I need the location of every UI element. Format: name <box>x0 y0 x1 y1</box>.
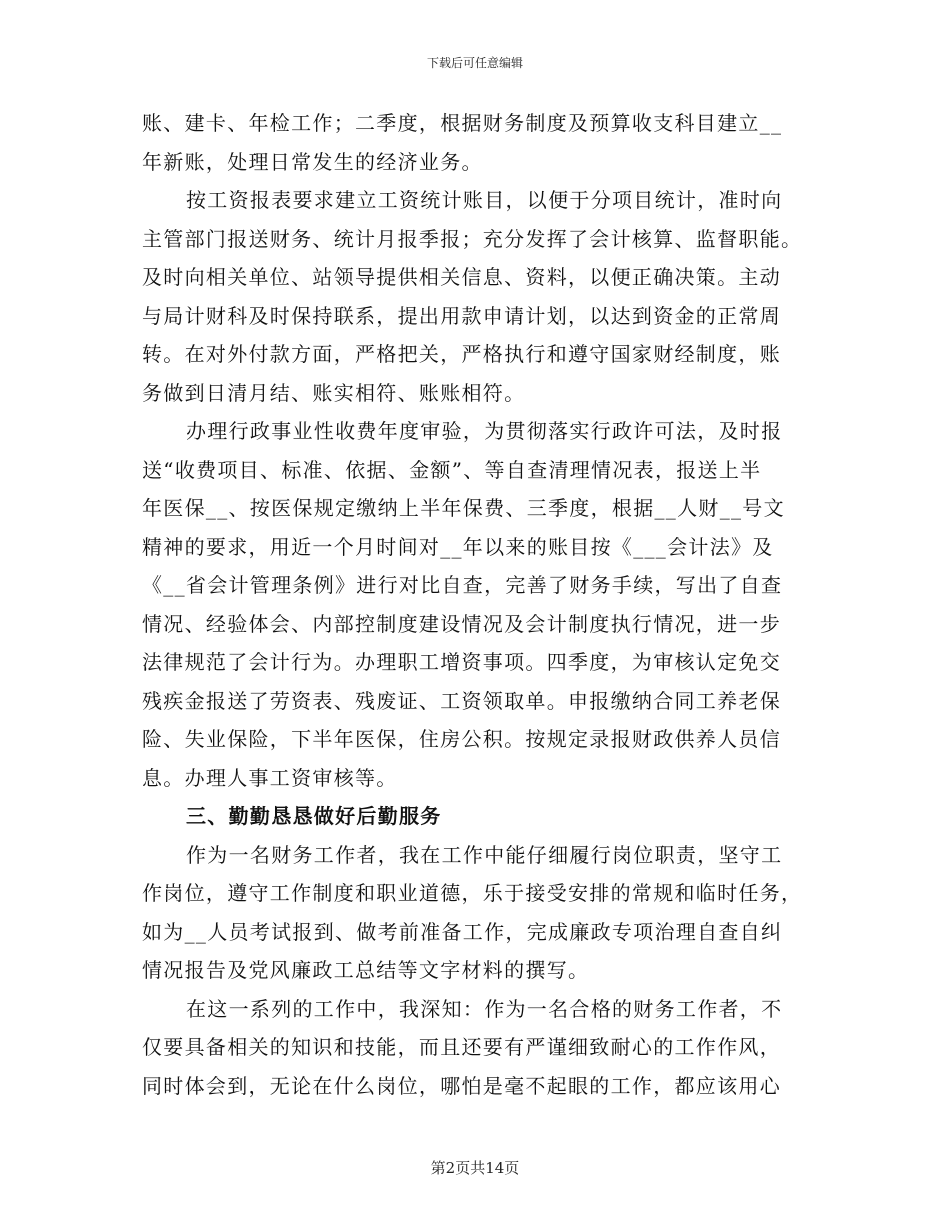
paragraph-start-line: 办理行政事业性收费年度审验，为贯彻落实行政许可法，及时报 <box>186 419 783 443</box>
body-line: 情况报告及党风廉政工总结等文字材料的撰写。 <box>142 958 590 982</box>
body-line: 《__省会计管理条例》进行对比自查，完善了财务手续，写出了自查 <box>142 573 783 597</box>
body-line: 如为__人员考试报到、做考前准备工作，完成廉政专项治理自查自纠 <box>142 919 783 944</box>
body-line: 及时向相关单位、站领导提供相关信息、资料，以便正确决策。主动 <box>142 265 781 289</box>
body-line: 同时体会到，无论在什么岗位，哪怕是毫不起眼的工作，都应该用心 <box>142 1073 781 1098</box>
page-number: 第2页共14页 <box>430 1159 520 1177</box>
body-line: 转。在对外付款方面，严格把关，严格执行和遵守国家财经制度，账 <box>142 342 781 366</box>
paragraph-start-line: 作为一名财务工作者，我在工作中能仔细履行岗位职责，坚守工 <box>186 842 783 867</box>
paragraph-start-line: 按工资报表要求建立工资统计账目，以便于分项目统计，准时向 <box>186 188 783 212</box>
body-line: 主管部门报送财务、统计月报季报；充分发挥了会计核算、监督职能。 <box>142 226 803 251</box>
page-header: 下载后可任意编辑 <box>426 56 523 70</box>
body-line: 仅要具备相关的知识和技能，而且还要有严谨细致耐心的工作作风， <box>142 1035 781 1059</box>
body-line: 与局计财科及时保持联系，提出用款申请计划，以达到资金的正常周 <box>142 303 781 328</box>
body-line: 年新账，处理日常发生的经济业务。 <box>142 149 483 174</box>
body-line: 送“收费项目、标准、依据、金额”、等自查清理情况表，报送上半 <box>142 457 762 482</box>
body-line: 年医保__、按医保规定缴纳上半年保费、三季度，根据__人财__号文 <box>142 496 785 520</box>
body-line: 险、失业保险，下半年医保，住房公积。按规定录报财政供养人员信 <box>142 727 781 751</box>
section-heading: 三、勤勤恳恳做好后勤服务 <box>186 804 442 828</box>
body-line: 作岗位，遵守工作制度和职业道德，乐于接受安排的常规和临时任务， <box>142 881 803 905</box>
body-line: 账、建卡、年检工作；二季度，根据财务制度及预算收支科目建立__ <box>142 111 783 135</box>
body-line: 息。办理人事工资审核等。 <box>142 765 398 790</box>
body-line: 务做到日清月结、账实相符、账账相符。 <box>142 380 526 405</box>
document-body <box>142 104 810 1105</box>
body-line: 情况、经验体会、内部控制度建设情况及会计制度执行情况，进一步 <box>142 611 781 636</box>
paragraph-start-line: 在这一系列的工作中，我深知：作为一名合格的财务工作者，不 <box>186 996 783 1021</box>
body-line: 精神的要求，用近一个月时间对__年以来的账目按《___会计法》及 <box>142 534 774 559</box>
body-line: 法律规范了会计行为。办理职工增资事项。四季度，为审核认定免交 <box>142 650 781 674</box>
body-line: 残疾金报送了劳资表、残废证、工资领取单。申报缴纳合同工养老保 <box>142 688 781 713</box>
